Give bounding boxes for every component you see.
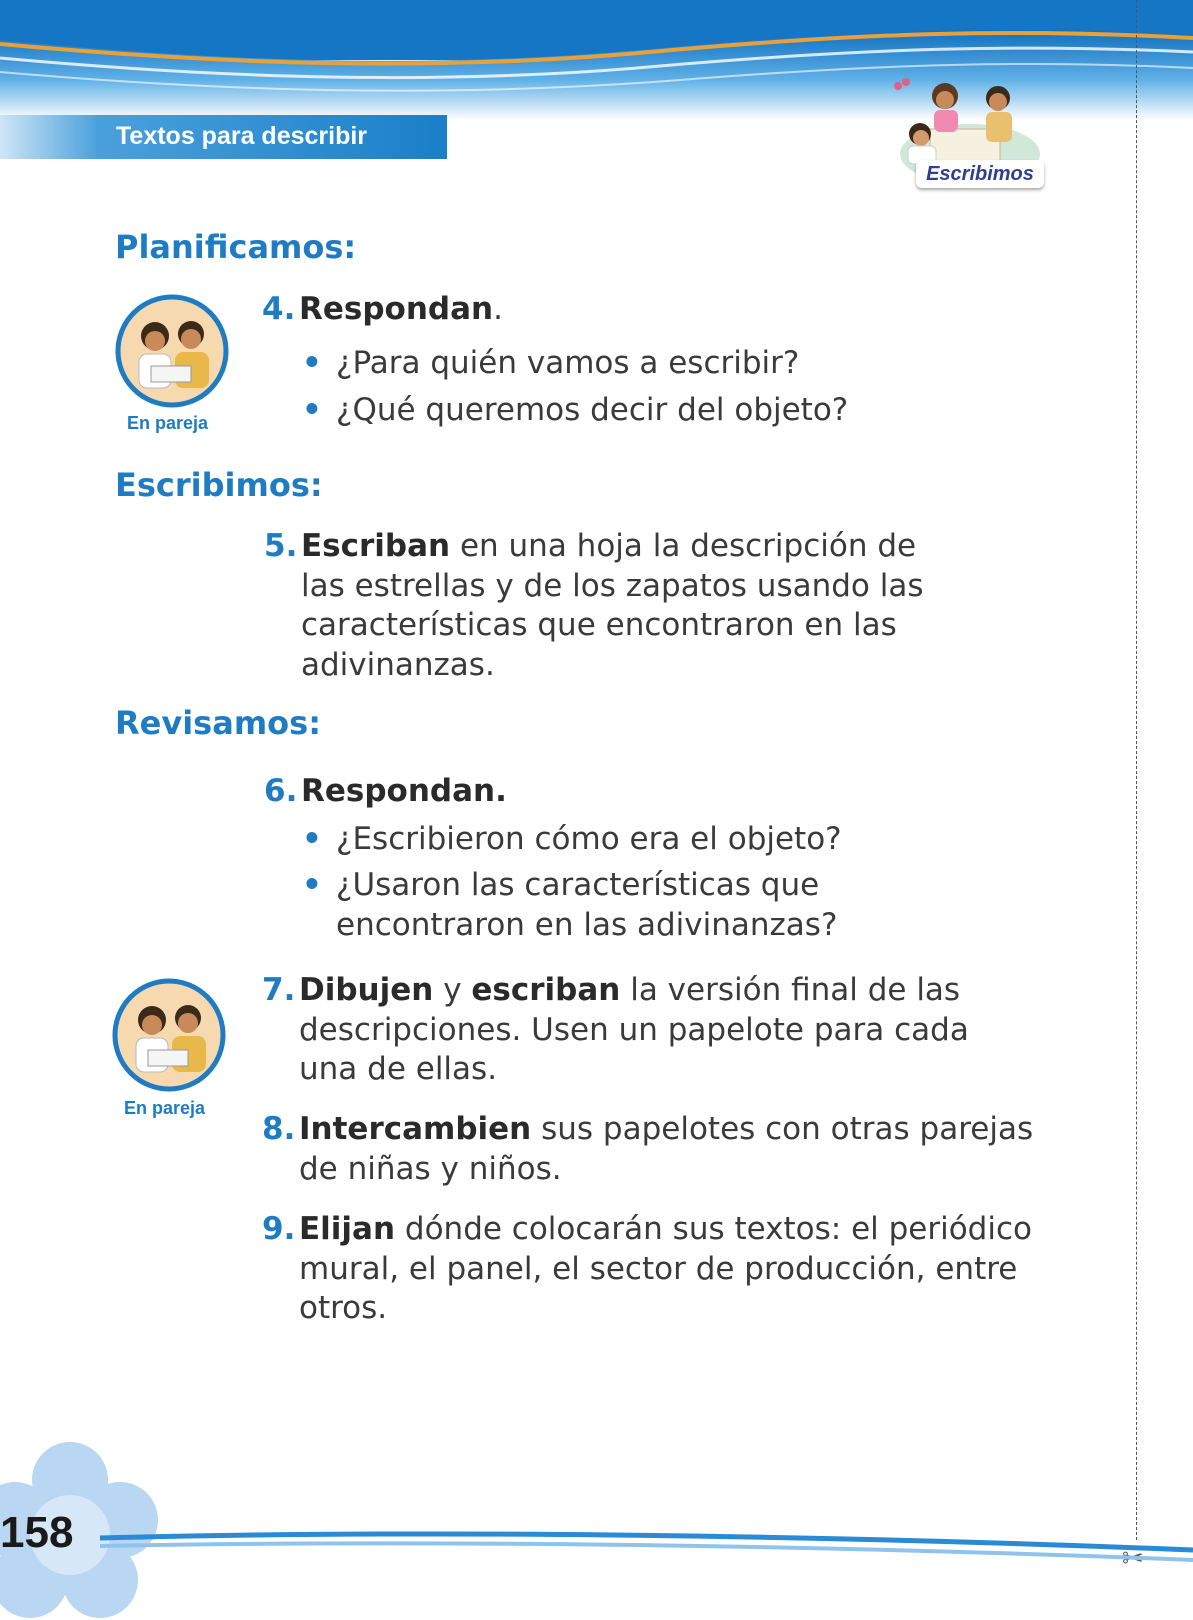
item-verb: Elijan [299,1211,396,1247]
item-verb: Respondan. [301,773,507,809]
item-7 [262,971,969,1090]
page-number: 158 [0,1508,74,1557]
item-line: otros. [299,1290,388,1326]
cut-line [1136,0,1137,1540]
badge-label: Escribimos [916,160,1044,188]
section-title: Textos para describir [116,122,368,150]
scissors-icon: ✂ [1122,1544,1144,1574]
bullet-dot: • [302,392,322,428]
item-line: en una hoja la descripción de [450,528,917,564]
item-number: 5. [264,528,298,564]
item-verb: Dibujen [299,972,434,1008]
bullet-item [302,820,842,860]
bullet-item [302,391,849,431]
heading-revisamos: Revisamos: [115,704,321,742]
item-4 [262,290,503,330]
pair-caption: En pareja [124,1098,206,1118]
bullet-dot: • [302,345,322,381]
bullet-item [302,866,838,945]
item-number: 9. [262,1211,296,1247]
item-line: descripciones. Usen un papelote para cada [299,1011,969,1048]
bullet-dot: • [302,867,322,903]
item-number: 8. [262,1111,296,1147]
item-verb: Escriban [301,528,451,564]
pair-caption: En pareja [127,413,209,433]
bullet-text: encontraron en las adivinanzas? [336,906,838,943]
item-line: mural, el panel, el sector de producción, entre [299,1250,1018,1287]
bullet-text: ¿Usaron las características que [336,867,820,903]
item-line: la versión final de las [620,972,961,1008]
item-number: 4. [262,291,296,327]
item-8 [262,1110,1033,1189]
item-joiner: y [433,972,472,1008]
bullet-text: ¿Para quién vamos a escribir? [336,345,800,381]
pair-children-icon [115,294,229,408]
item-5 [264,527,924,685]
item-6 [264,772,507,812]
item-line: las estrellas y de los zapatos usando las [301,567,924,604]
bullet-text: ¿Escribieron cómo era el objeto? [336,821,842,857]
footer-wave [100,1530,1193,1570]
item-line: sus papelotes con otras parejas [531,1111,1034,1147]
heading-planificamos: Planificamos: [115,228,357,266]
section-title-tab [0,115,447,159]
heading-escribimos: Escribimos: [115,466,323,504]
item-verb: Respondan [299,291,494,327]
item-line: dónde colocarán sus textos: el periódico [395,1211,1032,1247]
item-verb: escriban [471,972,621,1008]
item-verb: Intercambien [299,1111,532,1147]
bullet-text: ¿Qué queremos decir del objeto? [336,392,849,428]
item-line: adivinanzas. [301,646,495,683]
bullet-dot: • [302,821,322,857]
item-line: una de ellas. [299,1051,498,1087]
item-number: 6. [264,773,298,809]
item-tail: . [493,291,503,327]
item-9 [262,1210,1032,1329]
item-line: de niñas y niños. [299,1150,562,1187]
pair-children-icon [112,978,226,1092]
bullet-item [302,344,800,384]
item-number: 7. [262,972,296,1008]
item-line: características que encontraron en las [301,607,897,643]
